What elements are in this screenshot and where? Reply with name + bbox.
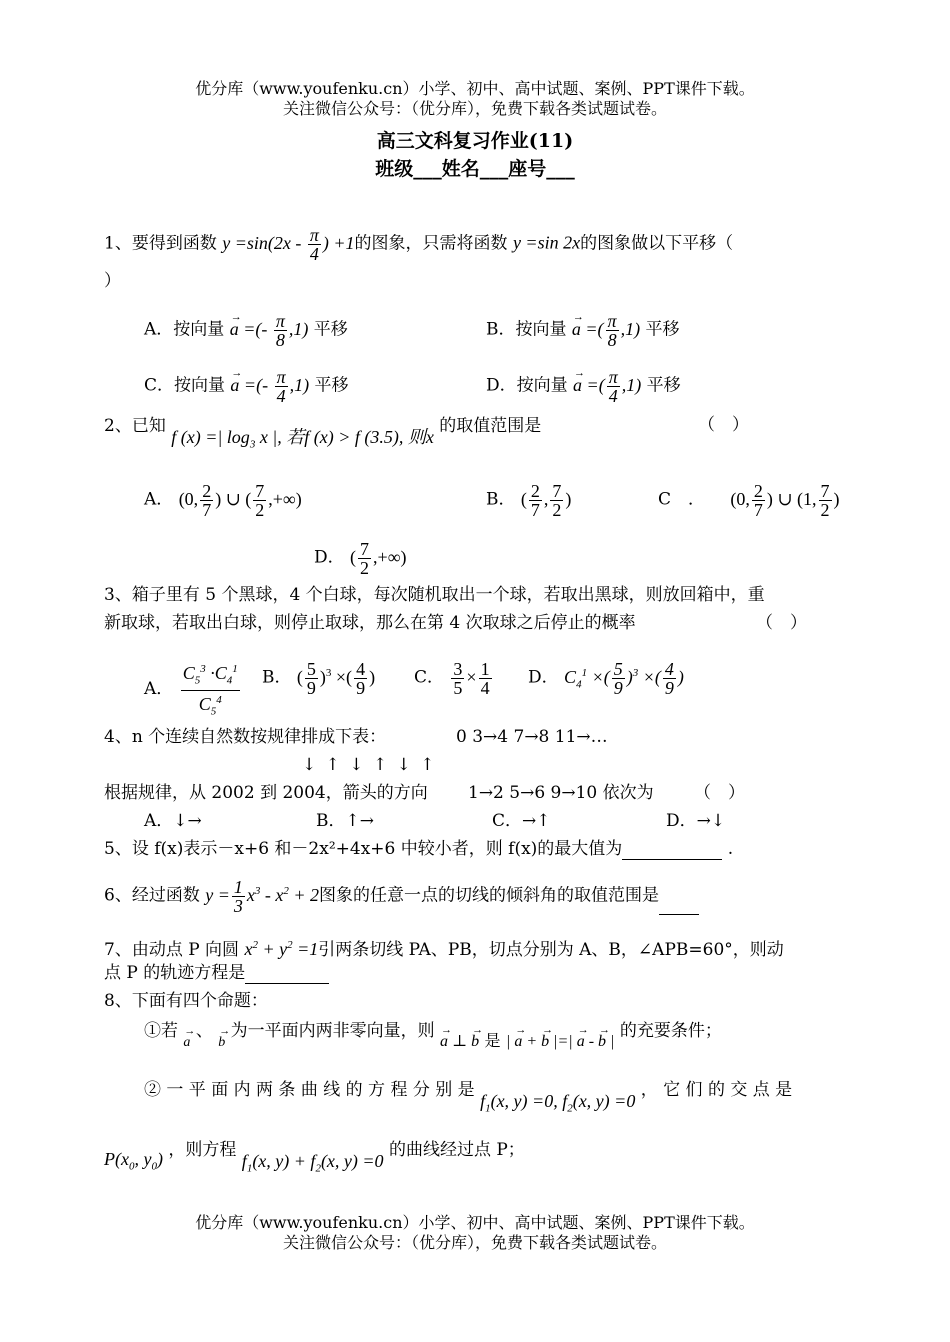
q3-option-a-label: A．	[144, 679, 174, 700]
q2-option-c-label: C ．	[658, 489, 706, 510]
q7-line-2-text: 点 P 的轨迹方程是	[104, 963, 246, 983]
q1-option-d-label: D．按向量	[486, 375, 568, 396]
q3-option-a	[144, 660, 242, 720]
q3-option-b-label: B．	[262, 667, 292, 688]
q2-paren: （ ）	[698, 415, 749, 435]
q1-suffix: 的图象做以下平移（	[580, 233, 734, 254]
footer-line-2: 关注微信公众号：（优分库），免费下载各类试题试卷。	[282, 1233, 667, 1252]
q1-option-b-move: 平移	[645, 319, 680, 340]
q3-option-c-formula: $\frac{3}{5}$ × $\frac{1}{4}$	[453, 659, 490, 698]
q2-option-d-label: D．	[314, 547, 345, 568]
footer-line-1: 优分库（www.youfenku.cn）小学、初中、高中试题、案例、PPT课件下载。	[195, 1213, 755, 1232]
q2-option-a-label: A．	[144, 489, 174, 510]
q4-option-d: D．→↓	[666, 811, 726, 831]
q8-p2-sum-equation: $f_1(x$, $y) + f_2(x$, y) =0	[241, 1151, 384, 1175]
q2-option-a	[144, 482, 302, 519]
q2-option-c-formula: (0, $\frac{2}{7}$ ) ∪ (1, $\frac{7}{2}$ )	[730, 481, 840, 520]
q2-option-b-label: B．	[486, 489, 516, 510]
q1-formula-2: y =sin 2x	[512, 232, 581, 253]
q1-option-d-vector: → a =( $\frac{\pi}{4}$ ,1)	[573, 375, 641, 395]
q2-option-d	[314, 540, 407, 577]
q1-option-d	[486, 368, 681, 405]
q8-p2-point: $P(x_0$, $y_0$)	[104, 1149, 163, 1173]
q4-paren: （ ）	[694, 783, 745, 803]
q2-suffix: 的取值范围是	[439, 416, 542, 436]
q1-option-c	[144, 368, 349, 405]
q8-proposition-1	[144, 1020, 722, 1050]
q4-option-b: B．↑→	[316, 811, 374, 831]
q4-sequence-2: 1→2 5→6 9→10 依次为	[468, 783, 654, 803]
q2-option-d-formula: ( $\frac{7}{2}$ ,+∞)	[350, 539, 407, 578]
q4-option-a: A．↓→	[144, 811, 202, 831]
q7-formula: $x^2 + y^2 =1$	[244, 939, 319, 959]
q5-answer-blank[interactable]	[622, 859, 722, 860]
q3-option-a-formula: $\frac{C_5^3 \cdot C_4^1}{C_5^4}$	[179, 678, 242, 698]
q7-prefix: 7、由动点 P 向圆	[104, 940, 240, 960]
q8-p2-line2-suffix: 的曲线经过点 P；	[388, 1140, 525, 1160]
q8-line-1: 8、下面有四个命题：	[104, 991, 268, 1011]
q7-suffix: 引两条切线 PA、PB，切点分别为 A、B，∠APB=60°，则动	[318, 940, 784, 960]
q2-prefix: 2、已知	[104, 416, 166, 436]
question-2	[104, 414, 542, 451]
q3-option-b-formula: ( $\frac{5}{9}$ )$^3$ ×( $\frac{4}{9}$ )	[296, 659, 376, 698]
q8-p1-mid: 为一平面内两非零向量，则	[230, 1021, 435, 1041]
q8-proposition-2-line-1	[144, 1078, 793, 1115]
q8-proposition-2-line-2	[104, 1138, 525, 1175]
q5-suffix: .	[727, 839, 734, 859]
q8-p1-prefix: ①若	[144, 1021, 178, 1041]
q8-p1-shi: 是	[484, 1031, 501, 1050]
page-subtitle: 班级___姓名___座号___	[375, 158, 575, 180]
q7-line-2	[104, 962, 329, 984]
q8-p1-suffix: 的充要条件；	[619, 1021, 722, 1041]
header-line-1: 优分库（www.youfenku.cn）小学、初中、高中试题、案例、PPT课件下载。	[195, 79, 755, 98]
q8-p1-sep: 、	[195, 1021, 213, 1041]
q1-prefix: 1、要得到函数	[104, 233, 217, 254]
q4-sequence-1: 0 3→4 7→8 11→…	[456, 727, 608, 747]
q8-p2-suffix: ， 它 们 的 交 点 是	[640, 1080, 793, 1100]
page-title: 高三文科复习作业(11)	[376, 130, 574, 152]
q3-option-d	[528, 660, 684, 697]
q2-option-a-formula: (0, $\frac{2}{7}$ ) ∪ ( $\frac{7}{2}$ ,+∞)	[178, 481, 302, 520]
q7-line-1	[104, 934, 784, 961]
q1-option-b-label: B．按向量	[486, 319, 567, 340]
q4-option-c: C．→↑	[492, 811, 551, 831]
q8-p1-condition-2: | → a + → b |=| → a - → b |	[506, 1033, 615, 1050]
q6-formula: y = $\frac{1}{3}$ $x^3 - x^2 + 2$	[205, 877, 320, 916]
q3-line-2: 新取球，若取出白球，则停止取球，那么在第 4 次取球之后停止的概率	[104, 613, 636, 633]
q8-p2-prefix: ② 一 平 面 内 两 条 曲 线 的 方 程 分 别 是	[144, 1080, 475, 1100]
q1-option-a-move: 平移	[313, 319, 348, 340]
q2-formula: f (x) =| $\log_3 x$ |, 若f (x) > f (3.5), 则x	[171, 427, 434, 451]
q1-option-a	[144, 312, 348, 349]
q8-p1-condition-1: → a ⊥ → b	[440, 1033, 479, 1050]
q4-arrows: ↓ ↑ ↓ ↑ ↓ ↑	[302, 755, 435, 775]
header-line-2: 关注微信公众号：（优分库），免费下载各类试题试卷。	[282, 99, 667, 118]
q6-answer-blank[interactable]	[659, 914, 699, 915]
q1-option-a-vector: → a =(- $\frac{\pi}{8}$ ,1)	[230, 319, 309, 339]
q4-line-1: 4、n 个连续自然数按规律排成下表：	[104, 727, 387, 747]
q3-option-c	[414, 660, 494, 697]
q2-option-c	[658, 482, 840, 519]
q1-option-d-move: 平移	[646, 375, 681, 396]
q8-p1-vector-b: → $_b$	[218, 1035, 225, 1050]
q8-p2-equations: $f_1(x$, y) =0, $f_2(x$, y) =0	[480, 1091, 636, 1115]
question-1	[104, 226, 733, 263]
q1-option-b	[486, 312, 679, 349]
q8-p2-line2-mid: ，则方程	[168, 1140, 237, 1160]
q8-p1-vector-a: → $_a$	[183, 1035, 190, 1050]
q6-prefix: 6、经过函数	[104, 885, 200, 906]
q3-paren: （ ）	[756, 613, 807, 633]
question-5	[104, 838, 733, 860]
q3-option-d-label: D．	[528, 667, 559, 688]
q5-prefix: 5、设 f(x)表示－x+6 和－2x²+4x+6 中较小者，则 f(x)的最大值为	[104, 839, 623, 859]
q3-option-c-label: C．	[414, 667, 445, 688]
q3-option-d-formula: $C_4^1$ ×( $\frac{5}{9}$ )$^3$ ×( $\frac{4}{9}$ )	[564, 659, 684, 698]
q1-option-a-label: A．按向量	[144, 319, 225, 340]
q2-option-b-formula: ( $\frac{2}{7}$ , $\frac{7}{2}$ )	[520, 481, 572, 520]
q6-suffix: 图象的任意一点的切线的倾斜角的取值范围是	[319, 885, 660, 906]
q2-option-b	[486, 482, 571, 519]
q1-option-c-move: 平移	[314, 375, 349, 396]
q1-option-b-vector: → a =( $\frac{\pi}{8}$ ,1)	[572, 319, 640, 339]
q3-line-1: 3、箱子里有 5 个黑球，4 个白球，每次随机取出一个球，若取出黑球，则放回箱中，重	[104, 585, 765, 605]
q4-line-3: 根据规律，从 2002 到 2004，箭头的方向	[104, 783, 428, 803]
q3-option-b	[262, 660, 375, 697]
q1-close: ）	[104, 271, 121, 291]
q1-mid: 的图象，只需将函数	[354, 233, 508, 254]
question-6	[104, 878, 699, 915]
q7-answer-blank[interactable]	[245, 983, 329, 984]
q1-option-c-label: C．按向量	[144, 375, 226, 396]
q1-formula-1: y =sin(2x - $\frac{\pi}{4}$ ) +1	[222, 225, 355, 264]
q1-option-c-vector: → a =(- $\frac{\pi}{4}$ ,1)	[230, 375, 309, 395]
